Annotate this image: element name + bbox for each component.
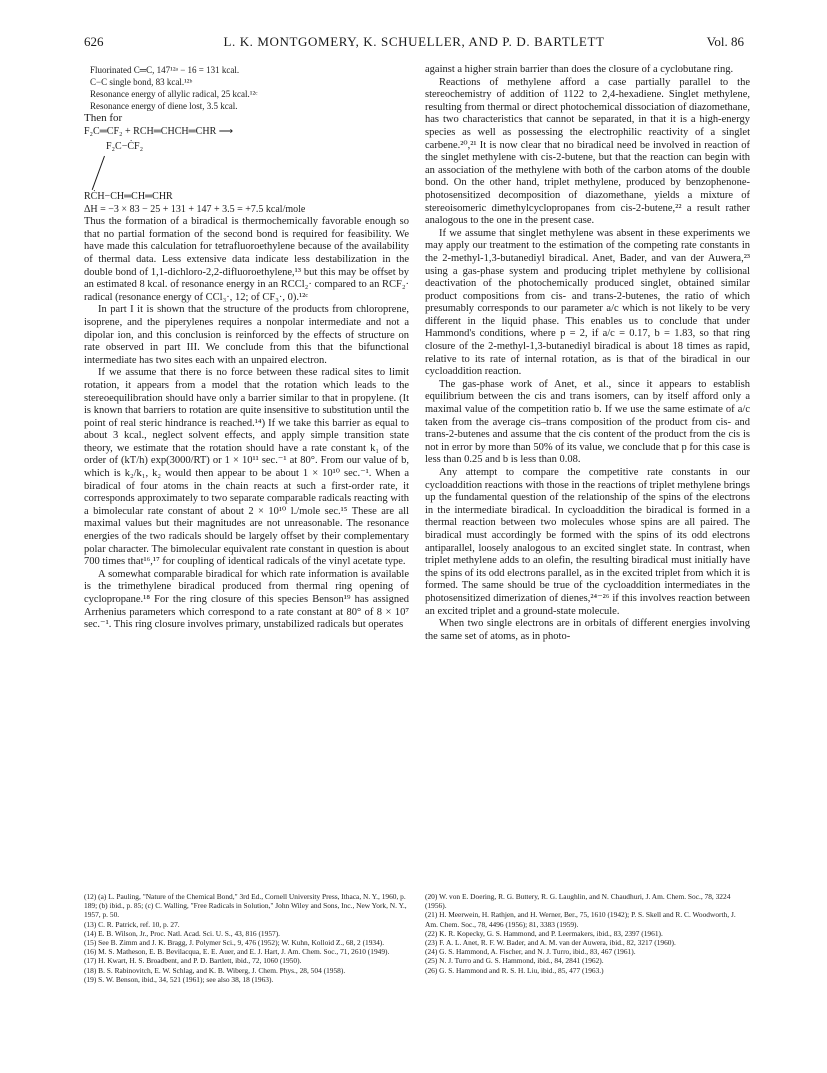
- footnote: (22) K. R. Kopecky, G. S. Hammond, and P. Leermakers, ibid., 83, 2397 (1961).: [425, 928, 663, 938]
- page-number: 626: [84, 34, 104, 49]
- footnote: (25) N. J. Turro and G. S. Hammond, ibid., 84, 2841 (1962).: [425, 956, 604, 966]
- body-paragraph: When two single electrons are in orbitals of different energies involving the same set of atoms, as in photo-: [425, 618, 750, 642]
- left-column: [84, 64, 409, 632]
- body-paragraph: If we assume that there is no force between these radical sites to limit rotation, it appears from a model that the rotation which leads to the stereoequilibration should have only a barrier similar to that in propylene. (It is known that barriers to rotation are quite insensitive to substitution until the point of real steric hindrance is reached.¹⁴) If we take this barrier as equal to about 3 kcal., neglect solvent effects, and apply simple transition state theory, we estimate that the rotation should have a rate constant k₁ of the order of (kT/h) exp(3000/RT) or 1 × 10¹¹ sec.⁻¹ at 80°. From our value of b, which is k₂/k₁, k₂ would then appear to be about 1 × 10¹⁰ sec.⁻¹. When a biradical of four atoms in the chain reacts at such a first-order rate, it corresponds approximately to two separate comparable radicals reacting with a bimolecular rate constant of about 2 × 10¹⁰ l./mole sec.¹⁵ These are all maximal values but their magnitudes are not unreasonable. The resonance energies of the two radicals should be largely offset by their complementary polar character. The bimolecular equivalent rate constant in question is about 700 times that¹⁶,¹⁷ for coupling of identical radicals of the vinyl acetate type.: [84, 367, 409, 568]
- biradical-fragment-lower: RĊH−CH═CH═CHR: [84, 190, 173, 202]
- running-authors: L. K. MONTGOMERY, K. SCHUELLER, AND P. D. BARTLETT: [223, 34, 605, 49]
- footnotes-right: [425, 892, 750, 975]
- energy-line: C−C single bond, 83 kcal.¹²ᵇ: [90, 77, 193, 87]
- energy-line: Resonance energy of diene lost, 3.5 kcal.: [90, 101, 238, 111]
- energy-line: Fluorinated C═C, 147¹²ᵃ − 16 = 131 kcal.: [90, 65, 240, 75]
- body-paragraph: A somewhat comparable biradical for which rate information is available is the trimethylene biradical produced from thermal ring opening of cyclopropane.¹⁸ For the ring closure of this species Benson¹⁹ has assigned Arrhenius parameters which correspond to a rate constant at 80° of 8 × 10⁷ sec.⁻¹. This ring closure involves primary, unstabilized radicals but operates: [84, 568, 409, 631]
- footnote: (14) E. B. Wilson, Jr., Proc. Natl. Acad. Sci. U. S., 43, 816 (1957).: [84, 928, 281, 938]
- volume-label: Vol. 86: [706, 34, 744, 49]
- footnote: (26) G. S. Hammond and R. S. H. Liu, ibid., 85, 477 (1963.): [425, 965, 604, 975]
- footnote: (24) G. S. Hammond, A. Fischer, and N. J. Turro, ibid., 83, 467 (1961).: [425, 947, 636, 957]
- body-paragraph: The gas-phase work of Anet, et al., since it appears to establish equilibrium between the cis and trans isomers, can by itself afford only a maximal value of the competition ratio b. If we use the same estimate of a/c taken from the average cis–trans composition of the product from cis- and trans-2-butenes and assume that the cis content of the product from the cis is not in error by more than 50% of its value, we conclude that p for this case is less than 0.25 and b is less than 0.08.: [425, 378, 750, 466]
- right-column: [425, 64, 750, 643]
- then-label: Then for: [84, 112, 123, 124]
- energy-list: [84, 64, 409, 112]
- running-header: [84, 34, 744, 52]
- footnote: (16) M. S. Matheson, E. B. Bevilacqua, E. E. Auer, and E. J. Hart, J. Am. Chem. Soc., 71, 2610 (1949).: [84, 947, 390, 957]
- footnote: (21) H. Meerwein, H. Rathjen, and H. Werner, Ber., 75, 1610 (1942); P. S. Skell and R. C. Woodworth, J. Am. Chem. Soc., 78, 4496 (1956); 81, 3383 (1959).: [425, 910, 736, 929]
- body-paragraph: against a higher strain barrier than does the closure of a cyclobutane ring.: [425, 64, 734, 75]
- biradical-structure: [84, 138, 409, 204]
- body-paragraph: If we assume that singlet methylene was absent in these experiments we may apply our treatment to the estimation of the competing rate constants in the 2-methyl-1,3-butanediyl biradical. Anet, Bader, and van der Auwera,²³ using a gas-phase system and producing triplet methylene by collisional deactivation of the photochemically produced singlet, obtained similar product compositions from cis- and trans-2-butenes, the ratio of which presumably corresponds to our parameter a/c which is not likely to be very different in the liquid phase. This enables us to conclude that under Hammond's conditions, where p = 2, if a/c = 0.17, b = 1.83, so that ring closure of the 2-methyl-1,3-butanediyl biradical is about 18 times as rapid, relative to its rate of internal rotation, as is that of the biradical in our cycloaddition reaction.: [425, 227, 750, 378]
- footnotes-left: [84, 892, 409, 984]
- reaction-reactants: F₂C═CF₂ + RCH═CHCH═CHR ⟶: [84, 125, 234, 137]
- reaction-scheme: [84, 125, 409, 204]
- footnote: (20) W. von E. Doering, R. G. Buttery, R. G. Laughlin, and N. Chaudhuri, J. Am. Chem. Soc., 78, 3224 (1956).: [425, 892, 731, 911]
- delta-h-equation: ΔH = −3 × 83 − 25 + 131 + 147 + 3.5 = +7.5 kcal/mole: [84, 203, 306, 215]
- body-paragraph: In part I it is shown that the structure of the products from chloroprene, isoprene, and the piperylenes requires a nonpolar intermediate and not a dipolar ion, and this conclusion is reinforced by the effects of structure on rate observed in part III. We conclude from this that the bifunctional intermediate has two sites each with an unpaired electron.: [84, 304, 409, 366]
- body-paragraph: Reactions of methylene afford a case partially parallel to the stereochemistry of addition of 1122 to 2,4-hexadiene. Singlet methylene, resulting from thermal or direct photochemical dissociation of diazomethane, has two characteristics that cannot be separated, in that it is a high-energy species as well as possessing the electrophilic reactivity of a singlet carbene.²⁰,²¹ It is now clear that no biradical need be involved in reaction of the singlet methylene with cis-2-butene, but that the reaction can begin with an association of the methylene with both of the carbon atoms of the double bond. On the other hand, triplet methylene, produced by benzophenone-photosensitized decomposition of diazomethane, yields a mixture of stereoisomeric dimethylcyclopropanes from cis-2-butene,²² a result rather analogous to the one in the present case.: [425, 76, 750, 227]
- energy-line: Resonance energy of allylic radical, 25 kcal.¹²ᶜ: [90, 89, 258, 99]
- biradical-fragment-upper: F₂C−ĊF₂: [106, 140, 144, 152]
- body-paragraph: Thus the formation of a biradical is thermochemically favorable enough so that no partial formation of the second bond is required for feasibility. We have made this calculation for tetrafluoroethylene because of the availability of thermal data. Less extensive data indicate less destabilization in the double bond of 1,1-dichloro-2,2-difluoroethylene,¹³ but this may be offset by an estimated 8 kcal. of resonance energy in an RCCl₂· compared to an RCF₂· radical (resonance energy of CCl₃·, 12; of CF₃·, 0).¹²ᶜ: [84, 216, 409, 303]
- footnote: (15) See B. Zimm and J. K. Bragg, J. Polymer Sci., 9, 476 (1952); W. Kuhn, Kolloid Z., 68, 2 (1934).: [84, 938, 385, 948]
- footnote: (19) S. W. Benson, ibid., 34, 521 (1961); see also 38, 18 (1963).: [84, 974, 274, 984]
- bond-line: [92, 155, 105, 189]
- footnote: (23) F. A. L. Anet, R. F. W. Bader, and A. M. van der Auwera, ibid., 82, 3217 (1960).: [425, 938, 676, 948]
- footnote: (12) (a) L. Pauling, "Nature of the Chemical Bond," 3rd Ed., Cornell University Press, Ithaca, N. Y., 1960, p. 189; (b) ibid., p. 85; (c) C. Walling, "Free Radicals in Solution," John Wiley and Sons, Inc., New York, N. Y., 1957, p. 50.: [84, 892, 407, 920]
- footnote: (17) H. Kwart, H. S. Broadbent, and P. D. Bartlett, ibid., 72, 1060 (1950).: [84, 956, 302, 966]
- footnote: (18) B. S. Rabinovitch, E. W. Schlag, and K. B. Wiberg, J. Chem. Phys., 28, 504 (1958).: [84, 965, 346, 975]
- footnote: (13) C. R. Patrick, ref. 10, p. 27.: [84, 919, 180, 929]
- body-paragraph: Any attempt to compare the competitive rate constants in our cycloaddition reactions with those in the reactions of triplet methylene brings up the fundamental question of the relationship of the spins of the electrons in the intermediate biradical. In cycloaddition the biradical is formed in a thermal reaction between two molecules whose spins are all paired. The biradical must accordingly be formed with the spins of its odd electrons antiparallel, loosely analogous to an excited singlet state. In contrast, when triplet methylene adds to an olefin, the resulting biradical must initially have the spins of its odd electrons parallel, as in the excited triplet from which it is formed. The same should be true of the cycloaddition intermediates in the photosensitized dimerization of dienes,²⁴⁻²⁶ if this involves reaction between an excited triplet and a ground-state molecule.: [425, 467, 750, 617]
